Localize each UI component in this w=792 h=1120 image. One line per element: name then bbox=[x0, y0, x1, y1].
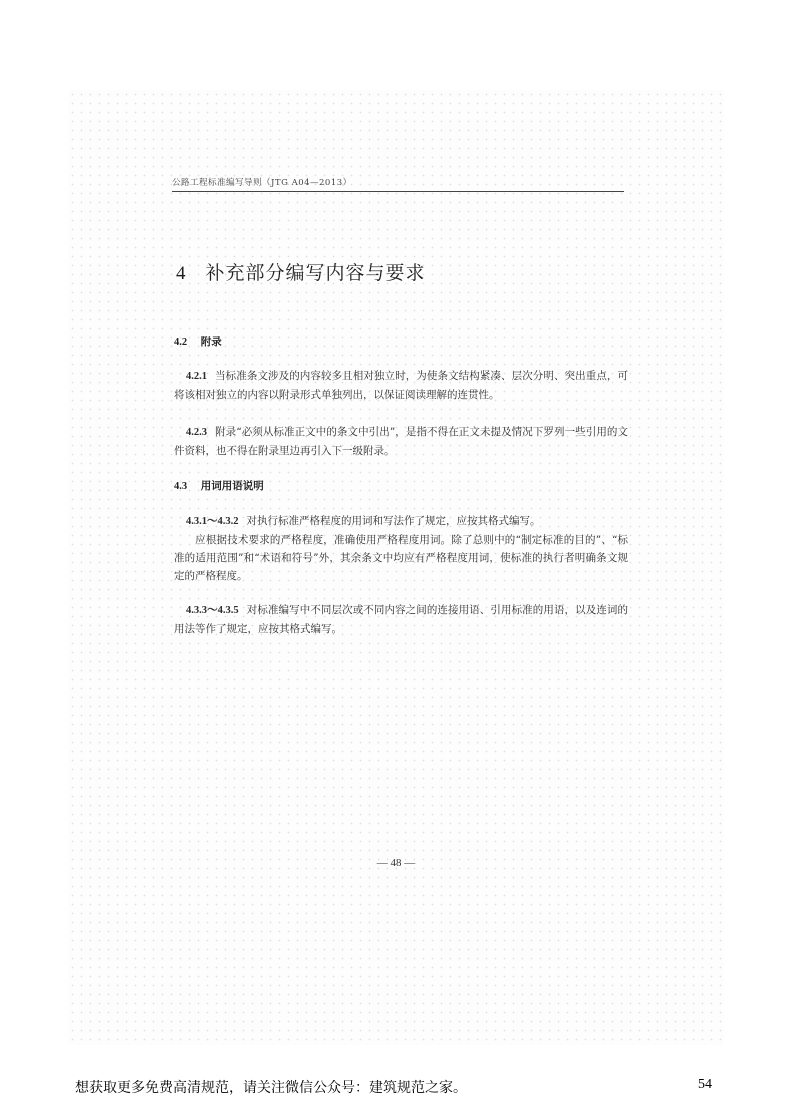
section-number: 4.3 bbox=[174, 481, 188, 492]
clause-first-line bbox=[174, 512, 628, 531]
clause-number: 4.2.3 bbox=[186, 427, 207, 438]
clause-text: 对标准编写中不同层次或不同内容之间的连接用语、引用标准的用语，以及连词的用法等作了规定，应按其格式编写。 bbox=[174, 604, 629, 635]
clause-number: 4.3.3～4.3.5 bbox=[186, 605, 239, 616]
clause-number: 4.3.1～4.3.2 bbox=[186, 516, 239, 527]
clause-4-2-1 bbox=[174, 367, 628, 404]
clause-text: 附录“必须从标准正文中的条文中引出”，是指不得在正文未提及情况下罗列一些引用的文件资料，也不得在附录里边再引入下一级附录。 bbox=[174, 426, 628, 457]
chapter-number: 4 bbox=[176, 263, 187, 284]
section-number: 4.2 bbox=[174, 337, 188, 348]
footer-page-number: 54 bbox=[698, 1077, 712, 1092]
chapter-title bbox=[176, 258, 426, 285]
running-header: 公路工程标准编写导则（JTG A04—2013） bbox=[172, 178, 352, 188]
section-title: 用词用语说明 bbox=[200, 480, 264, 492]
section-title: 附录 bbox=[200, 336, 222, 348]
clause-4-3-1-2 bbox=[174, 512, 628, 585]
clause-text: 当标准条文涉及的内容较多且相对独立时，为使条文结构紧凑、层次分明、突出重点，可将该相对独立的内容以附录形式单独列出，以保证阅读理解的连贯性。 bbox=[174, 370, 628, 401]
clause-continuation: 应根据技术要求的严格程度，准确使用严格程度用词。除了总则中的“制定标准的目的”、“标准的适用范围”和“术语和符号”外，其余条文中均应有严格程度用词，使标准的执行者明确条文规定的严格程度。 bbox=[174, 534, 628, 582]
page-number: — 48 — bbox=[376, 857, 416, 869]
clause-4-2-3 bbox=[174, 423, 628, 460]
clause-text: 对执行标准严格程度的用词和写法作了规定，应按其格式编写。 bbox=[246, 515, 541, 527]
clause-4-3-3-5 bbox=[174, 601, 628, 638]
header-rule bbox=[172, 191, 624, 192]
chapter-title-text: 补充部分编写内容与要求 bbox=[205, 262, 426, 284]
section-heading-4-3 bbox=[174, 478, 264, 493]
clause-number: 4.2.1 bbox=[186, 371, 207, 382]
section-heading-4-2 bbox=[174, 334, 222, 349]
footer-note: 想获取更多免费高清规范，请关注微信公众号：建筑规范之家。 bbox=[75, 1080, 467, 1096]
